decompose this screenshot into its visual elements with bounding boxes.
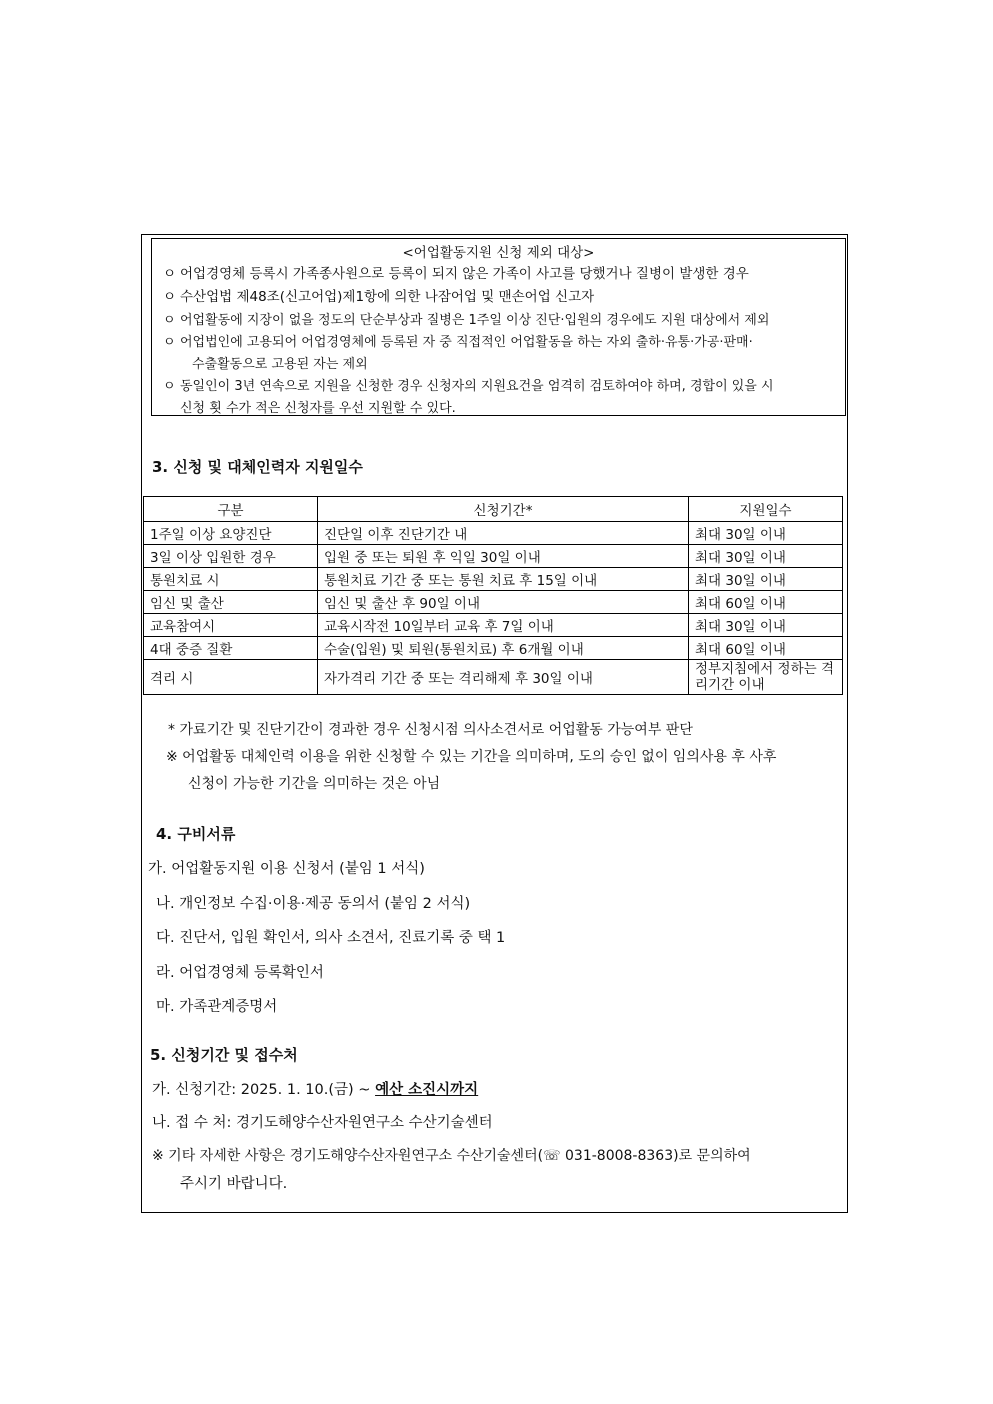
section5-heading: 5. 신청기간 및 접수처 — [150, 1046, 298, 1064]
cell-category: 3일 이상 입원한 경우 — [144, 545, 318, 568]
cell-days: 최대 30일 이내 — [689, 522, 843, 545]
cell-period: 교육시작전 10일부터 교육 후 7일 이내 — [318, 614, 689, 637]
document-item: 가. 어업활동지원 이용 신청서 (붙임 1 서식) — [148, 861, 425, 877]
reception-office: 나. 접 수 처: 경기도해양수산자원연구소 수산기술센터 — [152, 1115, 493, 1131]
cell-period: 자가격리 기간 중 또는 격리해제 후 30일 이내 — [318, 660, 689, 695]
cell-days: 최대 60일 이내 — [689, 637, 843, 660]
cell-days: 최대 30일 이내 — [689, 568, 843, 591]
exclusion-box — [151, 238, 846, 416]
exclusion-item — [152, 309, 845, 332]
bullet-icon: ㅇ — [163, 289, 177, 305]
support-days-table — [143, 496, 843, 695]
bullet-icon: ㅇ — [163, 266, 177, 282]
header-category: 구분 — [144, 497, 318, 522]
cell-period: 수술(입원) 및 퇴원(통원치료) 후 6개월 이내 — [318, 637, 689, 660]
exclusion-item-text: 어업활동에 지장이 없을 정도의 단순부상과 질병은 1주일 이상 진단·입원의 경우에도 지원 대상에서 제외 — [180, 313, 770, 328]
exclusion-title: <어업활동지원 신청 제외 대상> — [402, 245, 595, 261]
header-days: 지원일수 — [689, 497, 843, 522]
note-reference-cont: 신청이 가능한 기간을 의미하는 것은 아님 — [188, 776, 441, 792]
table-row — [144, 568, 843, 591]
document-item: 다. 진단서, 입원 확인서, 의사 소견서, 진료기록 중 택 1 — [156, 930, 506, 946]
exclusion-item-text: 어업법인에 고용되어 어업경영체에 등록된 자 중 직접적인 어업활동을 하는 자외 출하·유통·가공·판매· — [180, 335, 753, 350]
cell-period: 임신 및 출산 후 90일 이내 — [318, 591, 689, 614]
exclusion-item — [152, 263, 845, 286]
exclusion-item-text: 동일인이 3년 연속으로 지원을 신청한 경우 신청자의 지원요건을 엄격히 검토하여야 하며, 경합이 있을 시 — [180, 379, 774, 394]
bullet-icon: ㅇ — [163, 379, 176, 394]
table-row — [144, 522, 843, 545]
cell-days: 최대 30일 이내 — [689, 614, 843, 637]
table-row — [144, 637, 843, 660]
cell-period: 통원치료 기간 중 또는 통원 치료 후 15일 이내 — [318, 568, 689, 591]
table-row — [144, 545, 843, 568]
application-period-deadline: 예산 소진시까지 — [375, 1082, 479, 1098]
application-period-label: 가. 신청기간: 2025. 1. 10.(금) ~ — [152, 1082, 376, 1098]
exclusion-item — [152, 286, 845, 309]
bullet-icon: ㅇ — [163, 335, 176, 350]
cell-category: 1주일 이상 요양진단 — [144, 522, 318, 545]
contact-note: ※ 기타 자세한 사항은 경기도해양수산자원연구소 수산기술센터(☏ 031-8008-8363)로 문의하여 — [152, 1148, 751, 1164]
cell-category: 4대 중증 질환 — [144, 637, 318, 660]
table-row — [144, 614, 843, 637]
cell-category: 격리 시 — [144, 660, 318, 695]
cell-period: 진단일 이후 진단기간 내 — [318, 522, 689, 545]
exclusion-item — [152, 332, 845, 376]
table-header-row — [144, 497, 843, 522]
cell-days: 최대 60일 이내 — [689, 591, 843, 614]
bullet-icon: ㅇ — [163, 313, 176, 328]
table-row — [144, 660, 843, 695]
exclusion-item — [152, 376, 845, 420]
note-reference: ※ 어업활동 대체인력 이용을 위한 신청할 수 있는 기간을 의미하며, 도의 승인 없이 임의사용 후 사후 — [166, 749, 777, 765]
contact-note-cont: 주시기 바랍니다. — [180, 1176, 288, 1192]
application-period — [152, 1078, 478, 1099]
cell-days: 최대 30일 이내 — [689, 545, 843, 568]
document-item: 마. 가족관계증명서 — [156, 999, 278, 1015]
cell-category: 통원치료 시 — [144, 568, 318, 591]
document-item: 나. 개인정보 수집·이용·제공 동의서 (붙임 2 서식) — [156, 896, 471, 912]
header-period: 신청기간* — [318, 497, 689, 522]
exclusion-item-text: 어업경영체 등록시 가족종사원으로 등록이 되지 않은 가족이 사고를 당했거나 질병이 발생한 경우 — [180, 266, 749, 282]
cell-category: 임신 및 출산 — [144, 591, 318, 614]
table-row — [144, 591, 843, 614]
section4-heading: 4. 구비서류 — [156, 825, 236, 843]
cell-days: 정부지침에서 정하는 격리기간 이내 — [689, 660, 843, 695]
cell-category: 교육참여시 — [144, 614, 318, 637]
exclusion-item-text: 수산업법 제48조(신고어업)제1항에 의한 나잠어업 및 맨손어업 신고자 — [180, 289, 595, 305]
note-star: * 가료기간 및 진단기간이 경과한 경우 신청시점 의사소견서로 어업활동 가능여부 판단 — [168, 722, 693, 738]
section3-heading: 3. 신청 및 대체인력자 지원일수 — [152, 458, 363, 476]
cell-period: 입원 중 또는 퇴원 후 익일 30일 이내 — [318, 545, 689, 568]
exclusion-item-text-cont: 신청 횟 수가 적은 신청자를 우선 지원할 수 있다. — [180, 401, 456, 416]
document-item: 라. 어업경영체 등록확인서 — [156, 965, 324, 981]
exclusion-item-text-cont: 수출활동으로 고용된 자는 제외 — [192, 357, 368, 372]
